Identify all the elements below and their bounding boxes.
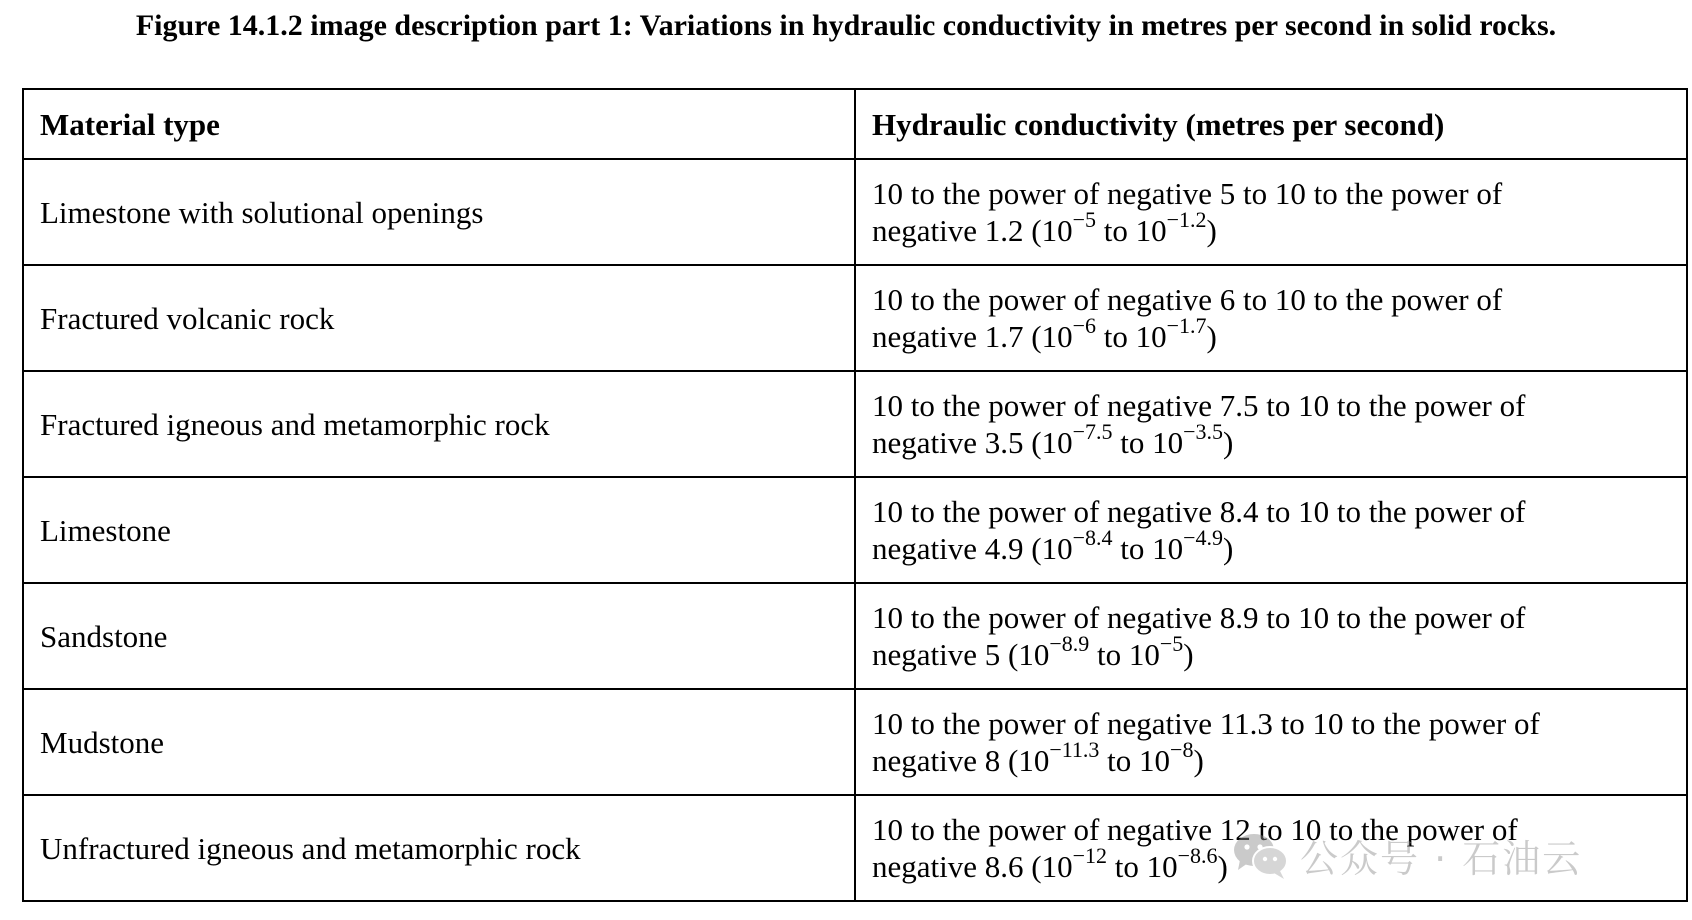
conductivity-text-line2: [872, 418, 1670, 461]
conductivity-prefix: negative 3.5 (10: [872, 425, 1073, 460]
material-cell: Mudstone: [23, 689, 855, 795]
conductivity-suffix: ): [1206, 213, 1217, 248]
conductivity-text-line2: [872, 206, 1670, 249]
conductivity-mid: to 10: [1099, 743, 1171, 778]
hydraulic-conductivity-table: [22, 88, 1688, 902]
conductivity-prefix: negative 8.6 (10: [872, 849, 1073, 884]
material-cell: Fractured igneous and metamorphic rock: [23, 371, 855, 477]
exponent-low: −11.3: [1049, 736, 1100, 762]
conductivity-text-line2: [872, 736, 1670, 779]
material-cell: Fractured volcanic rock: [23, 265, 855, 371]
conductivity-mid: to 10: [1112, 531, 1184, 566]
conductivity-mid: to 10: [1089, 637, 1160, 672]
conductivity-text-line2: [872, 842, 1670, 885]
conductivity-cell: [855, 265, 1687, 371]
exponent-high: −8: [1170, 736, 1194, 762]
material-cell: Limestone with solutional openings: [23, 159, 855, 265]
exponent-low: −8.9: [1049, 630, 1090, 656]
table-row: [23, 477, 1687, 583]
conductivity-text-line2: [872, 312, 1670, 355]
table-row: [23, 583, 1687, 689]
conductivity-mid: to 10: [1096, 319, 1167, 354]
table-row: [23, 371, 1687, 477]
exponent-high: −5: [1159, 630, 1184, 656]
exponent-low: −12: [1072, 842, 1107, 868]
exponent-high: −1.7: [1166, 312, 1207, 338]
conductivity-prefix: negative 4.9 (10: [872, 531, 1073, 566]
conductivity-text-line1: 10 to the power of negative 8.9 to 10 to the power of: [872, 600, 1526, 635]
conductivity-text-line1: 10 to the power of negative 11.3 to 10 to the power of: [872, 706, 1540, 741]
exponent-low: −7.5: [1072, 418, 1113, 444]
conductivity-suffix: ): [1206, 319, 1217, 354]
conductivity-prefix: negative 5 (10: [872, 637, 1050, 672]
conductivity-text-line1: 10 to the power of negative 5 to 10 to the power of: [872, 176, 1503, 211]
conductivity-cell: [855, 371, 1687, 477]
conductivity-text-line1: 10 to the power of negative 8.4 to 10 to the power of: [872, 494, 1526, 529]
conductivity-cell: [855, 477, 1687, 583]
conductivity-cell: [855, 689, 1687, 795]
conductivity-text-line1: 10 to the power of negative 6 to 10 to the power of: [872, 282, 1503, 317]
exponent-high: −8.6: [1177, 842, 1218, 868]
conductivity-text-line1: 10 to the power of negative 7.5 to 10 to the power of: [872, 388, 1526, 423]
exponent-low: −8.4: [1072, 524, 1113, 550]
exponent-low: −5: [1072, 206, 1096, 232]
conductivity-cell: [855, 583, 1687, 689]
conductivity-prefix: negative 1.7 (10: [872, 319, 1073, 354]
conductivity-prefix: negative 1.2 (10: [872, 213, 1073, 248]
table-header-row: [23, 89, 1687, 159]
table-row: [23, 159, 1687, 265]
conductivity-mid: to 10: [1096, 213, 1167, 248]
conductivity-text-line1: 10 to the power of negative 12 to 10 to the power of: [872, 812, 1518, 847]
exponent-high: −4.9: [1183, 524, 1224, 550]
exponent-high: −3.5: [1183, 418, 1224, 444]
header-material-type: Material type: [23, 89, 855, 159]
table-row: [23, 795, 1687, 901]
conductivity-prefix: negative 8 (10: [872, 743, 1050, 778]
header-hydraulic-conductivity: Hydraulic conductivity (metres per second): [855, 89, 1687, 159]
figure-title: Figure 14.1.2 image description part 1: Variations in hydraulic conductivity in metres per second in solid rocks.: [135, 9, 1557, 42]
conductivity-cell: [855, 795, 1687, 901]
material-cell: Unfractured igneous and metamorphic rock: [23, 795, 855, 901]
exponent-low: −6: [1072, 312, 1096, 338]
conductivity-text-line2: [872, 630, 1670, 673]
table-row: [23, 689, 1687, 795]
exponent-high: −1.2: [1166, 206, 1207, 232]
material-cell: Limestone: [23, 477, 855, 583]
conductivity-suffix: ): [1217, 849, 1228, 884]
conductivity-mid: to 10: [1112, 425, 1184, 460]
conductivity-suffix: ): [1193, 743, 1204, 778]
material-cell: Sandstone: [23, 583, 855, 689]
conductivity-mid: to 10: [1107, 849, 1178, 884]
table-row: [23, 265, 1687, 371]
conductivity-suffix: ): [1223, 531, 1234, 566]
watermark-text: 公众号 · 石油云: [1300, 836, 1583, 881]
conductivity-text-line2: [872, 524, 1670, 567]
conductivity-suffix: ): [1223, 425, 1234, 460]
conductivity-suffix: ): [1183, 637, 1194, 672]
conductivity-cell: [855, 159, 1687, 265]
